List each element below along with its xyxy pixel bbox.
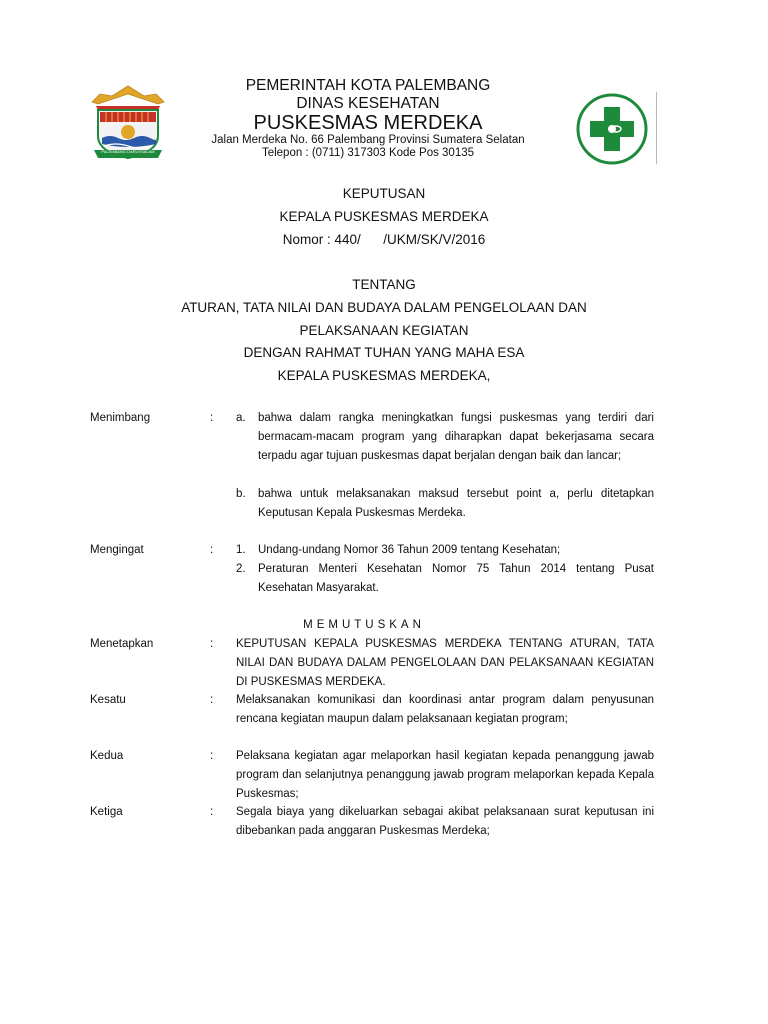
menimbang-colon: :	[210, 412, 214, 424]
decree-head: KEPALA PUSKESMAS MERDEKA,	[277, 368, 491, 383]
menimbang-item-b: bahwa untuk melaksanakan maksud tersebut point a, perlu ditetapkan Keputusan Kepala Puskesmas Merdeka.	[258, 488, 654, 519]
mengingat-marker-2: 2.	[236, 563, 246, 575]
mengingat-label: Mengingat	[90, 544, 144, 556]
decision-text-kedua: Pelaksana kegiatan agar melaporkan hasil kegiatan kepada penanggung jawab program dan selanjutnya penanggung jawab program melaporkan kepada Kepala Puskesmas;	[236, 750, 654, 800]
org-line-department: DINAS KESEHATAN	[296, 95, 440, 112]
emblem-ribbon-text: PALEMBANG DARUSSALAM	[101, 149, 155, 154]
org-line-puskesmas: PUSKESMAS MERDEKA	[253, 112, 483, 134]
decree-number: Nomor : 440/ /UKM/SK/V/2016	[282, 232, 486, 247]
mengingat-item-1: Undang-undang Nomor 36 Tahun 2009 tentang Kesehatan;	[258, 544, 561, 556]
decree-about: TENTANG	[352, 277, 416, 292]
decision-colon-kedua: :	[210, 750, 214, 762]
mengingat-item-2: Peraturan Menteri Kesehatan Nomor 75 Tahun 2014 tentang Pusat Kesehatan Masyarakat.	[258, 563, 654, 594]
decree-subject-line2: PELAKSANAAN KEGIATAN	[299, 323, 469, 338]
decision-colon-kesatu: :	[210, 694, 214, 706]
decree-subject-line1: ATURAN, TATA NILAI DAN BUDAYA DALAM PENGELOLAAN DAN	[181, 300, 587, 315]
decision-colon-ketiga: :	[210, 806, 214, 818]
org-phone: Telepon : (0711) 317303 Kode Pos 30135	[261, 147, 475, 159]
decision-label-ketiga: Ketiga	[90, 806, 123, 818]
menimbang-label: Menimbang	[90, 412, 151, 424]
menimbang-marker-a: a.	[236, 412, 246, 424]
menimbang-marker-b: b.	[236, 488, 246, 500]
decision-label-menetapkan: Menetapkan	[90, 638, 154, 650]
org-address: Jalan Merdeka No. 66 Palembang Provinsi Sumatera Selatan	[211, 134, 525, 146]
puskesmas-cross-icon	[576, 93, 648, 165]
decision-colon-menetapkan: :	[210, 638, 214, 650]
decision-label-kesatu: Kesatu	[90, 694, 126, 706]
mengingat-marker-1: 1.	[236, 544, 246, 556]
org-line-government: PEMERINTAH KOTA PALEMBANG	[245, 77, 491, 94]
mengingat-colon: :	[210, 544, 214, 556]
memutuskan-heading: MEMUTUSKAN	[303, 619, 425, 631]
decree-invocation: DENGAN RAHMAT TUHAN YANG MAHA ESA	[243, 345, 525, 360]
menimbang-item-a: bahwa dalam rangka meningkatkan fungsi puskesmas yang terdiri dari bermacam-macam program yang diharapkan dapat bekerjasama secara terpadu agar tujuan puskesmas dapat berjalan dengan baik dan lancar;	[258, 412, 654, 462]
decree-title: KEPUTUSAN	[342, 186, 426, 201]
decision-text-ketiga: Segala biaya yang dikeluarkan sebagai akibat pelaksanaan surat keputusan ini dibebankan pada anggaran Puskesmas Merdeka;	[236, 806, 654, 837]
decision-text-kesatu: Melaksanakan komunikasi dan koordinasi antar program dalam penyusunan rencana kegiatan maupun dalam pelaksanaan kegiatan program;	[236, 694, 654, 725]
decision-text-menetapkan: KEPUTUSAN KEPALA PUSKESMAS MERDEKA TENTANG ATURAN, TATA NILAI DAN BUDAYA DALAM PENGELOLAAN DAN PELAKSANAAN KEGIATAN DI PUSKESMAS MERDEKA.	[236, 638, 654, 688]
decree-issuer: KEPALA PUSKESMAS MERDEKA	[279, 209, 489, 224]
decision-label-kedua: Kedua	[90, 750, 124, 762]
